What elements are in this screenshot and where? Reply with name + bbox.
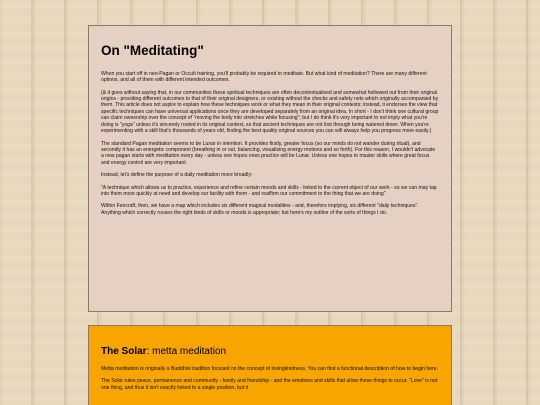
article-section-meditating <box>88 25 452 312</box>
section-title-bold: The Solar <box>101 346 147 357</box>
paragraph: Within Fencraft, then, we have a map which includes six different magical modalities - and, therefore implying, six different "daily techniques". Anything which correctly rouses the right kinds of skills or moods is appropriate; but here's my outline of the sorts of things I do. <box>101 203 419 216</box>
paragraph: The standard Pagan meditation seems to be Lunar in intention. It provides firstly, greater focus (so our minds do not wander during ritual), and secondly it has an energetic component (breathing in or out, balancing, visualising energy motions and so forth). For this reason, I wouldn't advocate a new pagan starts with meditation every day - unless one hopes ones practice will be Lunar. Unless one hopes to master skills where great focus and energy control are very important. <box>101 140 436 166</box>
paragraph: "A technique which allows us to practice, experience and refine certain moods and skills - linked to the current object of our work - so we can may tap into them more quickly at need and develop our facility with them - and reaffirm our commitment to the thing that we are doing" <box>101 184 437 197</box>
paragraph: The Solar rules peace, permanence and community - family and friendship - and the emotions and skills that allow these things to occur. "Love" is not one thing, and thus it isn't exactly linked to a single position, but it <box>101 378 438 391</box>
section-title-rest: : metta meditation <box>146 346 227 357</box>
paragraph: When you start off in neo-Pagan or Occult training, you'll probably be required to meditate. But what kind of meditation? There are many different options, and all of them with different intended outcomes. <box>101 70 427 84</box>
article-section-solar <box>88 325 452 405</box>
section-title <box>101 346 439 358</box>
paragraph: Metta meditation is originally a Buddhist tradition focused on the concept of lovingkindness. You can find a functional description of how to begin here. <box>101 366 438 372</box>
paragraph: Instead, let's define the purpose of a daily meditation more broadly: <box>101 172 253 179</box>
section-title: On "Meditating" <box>101 43 204 58</box>
paragraph: (& it goes without saying that, in our communities these spiritual techniques are often decontextualised and somewhat hollowed out from their original origins - providing different outcomes to that of their original designers, or existing without the checks and safety nets which originally accompanied by them. This article does not aspire to explain how these techniques work or what they mean in their original contexts; instead, it endorses the view that specific techniques can have universal applications once they are developed separately from an original idea. In short - I don't think one cultural group can claim ownership over the concept of "moving the body into stretches while focusing"; but I do think it's very important to not imply what you're doing is "yoga" unless it's sincerely rooted in its original context, so that ancient techniques are not lost through being watered down. When you're experimenting with a skill that's thousands of years old, finding the best quality original sources you can will always help you progress more easily.) <box>101 89 439 135</box>
